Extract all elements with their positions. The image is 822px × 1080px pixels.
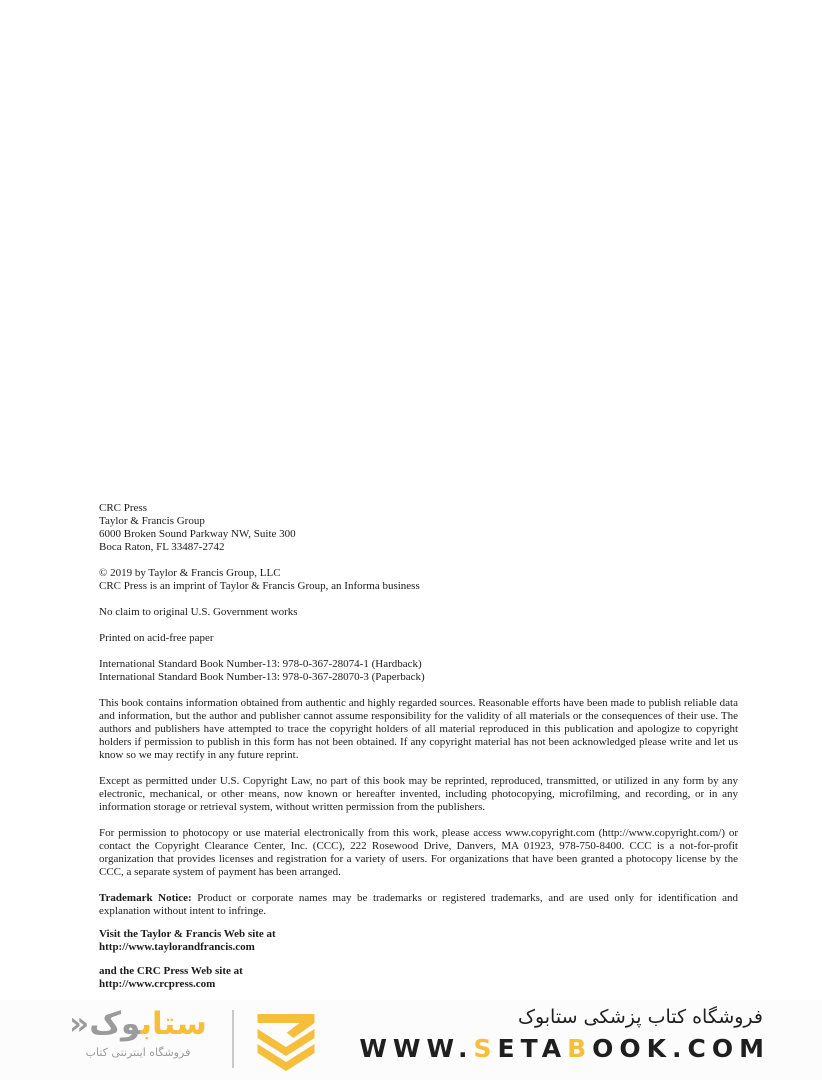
publisher-name: CRC Press	[99, 502, 147, 514]
isbn-block	[99, 658, 738, 684]
brand-chevron-glyph: «	[69, 1006, 90, 1042]
trademark-label: Trademark Notice:	[99, 892, 192, 904]
copyright-line: © 2019 by Taylor & Francis Group, LLC	[99, 567, 281, 579]
setabook-double-chevron-icon	[248, 1011, 324, 1071]
permissions-paragraph: Except as permitted under U.S. Copyright Law, no part of this book may be reprinted, reproduced, transmitted, or utilized in any form by any electronic, mechanical, or other means, now known or hereafter invented, including photocopying, microfilming, and recording, or in any information storage or retrieval system, without written permission from the publishers.	[99, 775, 738, 813]
setabook-wordmark	[56, 1004, 220, 1060]
imprint-line: CRC Press is an imprint of Taylor & Francis Group, an Informa business	[99, 580, 420, 592]
url-eta: ETA	[497, 1034, 568, 1063]
tf-website-intro: Visit the Taylor & Francis Web site at	[99, 928, 276, 940]
trademark-text: Product or corporate names may be trademarks or registered trademarks, and are used only for identification and explanation without intent to infringe.	[99, 892, 738, 917]
setabook-url	[359, 1033, 770, 1065]
url-s-accent: S	[473, 1034, 498, 1063]
url-b-accent: B	[567, 1034, 593, 1063]
crc-website-block	[99, 965, 738, 991]
publisher-address-block	[99, 502, 738, 554]
isbn-paperback: International Standard Book Number-13: 978-0-367-28070-3 (Paperback)	[99, 671, 425, 683]
copyright-page-text	[99, 502, 738, 1002]
setabook-brand-text	[56, 1004, 220, 1044]
trademark-paragraph	[99, 892, 738, 918]
crc-website-intro: and the CRC Press Web site at	[99, 965, 243, 977]
tf-website-block	[99, 928, 738, 954]
footer-logo-divider	[232, 1010, 234, 1068]
publisher-street: 6000 Broken Sound Parkway NW, Suite 300	[99, 528, 296, 540]
no-claim-notice: No claim to original U.S. Government works	[99, 606, 298, 618]
store-title-farsi: فروشگاه کتاب پزشکی ستابوک	[517, 1006, 763, 1028]
photocopy-paragraph: For permission to photocopy or use material electronically from this work, please access www.copyright.com (http://www.copyright.com/) or contact the Copyright Clearance Center, Inc. (CCC), 222 Rosewood Drive, Danvers, MA 01923, 978-750-8400. CCC is a not-for-profit organization that provides licenses and registration for a variety of users. For organizations that have been granted a photocopy license by the CCC, a separate system of payment has been arranged.	[99, 827, 738, 878]
setabook-tagline: فروشگاه اینترنتی کتاب	[85, 1046, 191, 1059]
isbn-hardback: International Standard Book Number-13: 978-0-367-28074-1 (Hardback)	[99, 658, 422, 670]
brand-secondary-text: وک	[89, 1006, 141, 1042]
disclaimer-paragraph: This book contains information obtained from authentic and highly regarded sources. Reasonable efforts have been made to publish reliable data and information, but the author and publisher cannot assume responsibility for the validity of all materials or the consequences of their use. The authors and publishers have attempted to trace the copyright holders of all material reproduced in this publication and apologize to copyright holders if permission to publish in this form has not been obtained. If any copyright material has not been acknowledged please write and let us know so we may rectify in any future reprint.	[99, 697, 738, 761]
url-www: WWW.	[359, 1034, 474, 1063]
copyright-statement-block	[99, 567, 738, 593]
crc-website-url: http://www.crcpress.com	[99, 978, 216, 990]
brand-primary-text: ستاب	[140, 1006, 207, 1042]
publisher-group: Taylor & Francis Group	[99, 515, 205, 527]
publisher-city: Boca Raton, FL 33487-2742	[99, 541, 225, 553]
tf-website-url: http://www.taylorandfrancis.com	[99, 941, 255, 953]
setabook-watermark-footer	[0, 1000, 822, 1080]
url-ook-com: OOK.COM	[592, 1034, 770, 1063]
acid-free-notice: Printed on acid-free paper	[99, 632, 214, 644]
